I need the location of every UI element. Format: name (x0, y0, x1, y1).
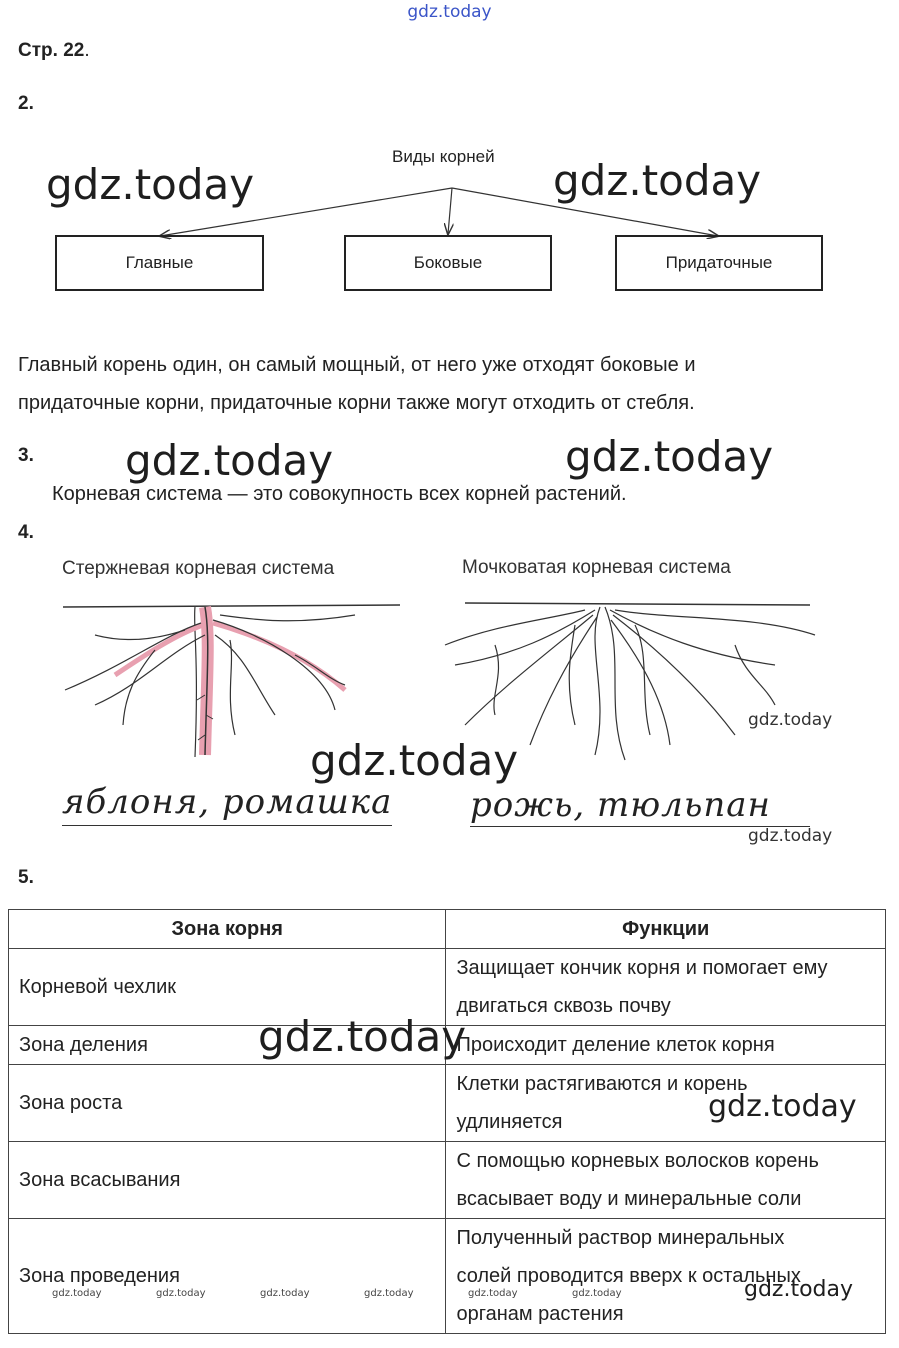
q2-answer-line-2: придаточные корни, придаточные корни также могут отходить от стебля. (18, 392, 695, 414)
arrow-to-lateral (448, 188, 452, 234)
watermark: gdz.today (46, 160, 255, 209)
q2-answer-line-1: Главный корень один, он самый мощный, от него уже отходят боковые и (18, 354, 696, 376)
q5-number: 5. (18, 867, 34, 888)
page-ref-dot: . (84, 40, 90, 61)
box-main-roots: Главные (55, 235, 264, 291)
site-link[interactable]: gdz.today (407, 2, 492, 22)
function-line: Клетки растягиваются и корень (456, 1073, 748, 1095)
function-line: удлиняется (456, 1111, 563, 1133)
watermark: gdz.today (260, 1288, 310, 1299)
watermark: gdz.today (565, 432, 774, 481)
zone-cell: Зона деления (9, 1026, 446, 1065)
q2-number: 2. (18, 93, 34, 114)
function-line: С помощью корневых волосков корень (456, 1150, 819, 1172)
taproot-caption: Стержневая корневая система (62, 558, 335, 579)
watermark: gdz.today (744, 1277, 854, 1302)
watermark: gdz.today (748, 826, 833, 846)
box-lateral-roots: Боковые (344, 235, 552, 291)
watermark: gdz.today (310, 736, 519, 785)
table-header-row (9, 910, 886, 949)
zone-cell: Корневой чехлик (9, 949, 446, 1026)
watermark: gdz.today (708, 1089, 857, 1124)
header-functions: Функции (446, 910, 886, 949)
function-line: органам растения (456, 1303, 624, 1325)
function-cell (446, 949, 886, 1026)
table-row (9, 1142, 886, 1219)
q3-answer: Корневая система — это совокупность всех корней растений. (52, 483, 627, 505)
q3-number: 3. (18, 445, 34, 466)
function-line: Происходит деление клеток корня (456, 1034, 775, 1056)
watermark: gdz.today (748, 710, 833, 730)
table-row (9, 1219, 886, 1334)
function-cell (446, 1142, 886, 1219)
function-line: Защищает кончик корня и помогает ему (456, 957, 828, 979)
diagram-root-label: Виды корней (392, 147, 495, 166)
zone-cell: Зона роста (9, 1065, 446, 1142)
header-zone: Зона корня (9, 910, 446, 949)
fibrous-caption: Мочковатая корневая система (462, 557, 731, 578)
function-line: Полученный раствор минеральных (456, 1227, 785, 1249)
function-line: всасывает воду и минеральные соли (456, 1188, 802, 1210)
watermark: gdz.today (52, 1288, 102, 1299)
page-ref-text: Стр. 22 (18, 40, 85, 61)
fibrous-examples-handwriting: рожь, тюльпан (470, 785, 771, 825)
watermark: gdz.today (364, 1288, 414, 1299)
function-line: двигаться сквозь почву (456, 995, 671, 1017)
watermark: gdz.today (156, 1288, 206, 1299)
zone-cell: Зона всасывания (9, 1142, 446, 1219)
watermark: gdz.today (572, 1288, 622, 1299)
function-line: солей проводится вверх к остальных (456, 1265, 801, 1287)
watermark: gdz.today (125, 436, 334, 485)
watermark: gdz.today (258, 1012, 467, 1061)
q4-number: 4. (18, 522, 34, 543)
function-cell (446, 1026, 886, 1065)
taproot-examples-handwriting: яблоня, ромашка (62, 782, 393, 822)
box-adventitious-roots: Придаточные (615, 235, 823, 291)
watermark: gdz.today (553, 156, 762, 205)
handwriting-underline-left (62, 825, 392, 826)
function-cell (446, 1219, 886, 1334)
zone-cell: Зона проведения (9, 1219, 446, 1334)
watermark: gdz.today (468, 1288, 518, 1299)
